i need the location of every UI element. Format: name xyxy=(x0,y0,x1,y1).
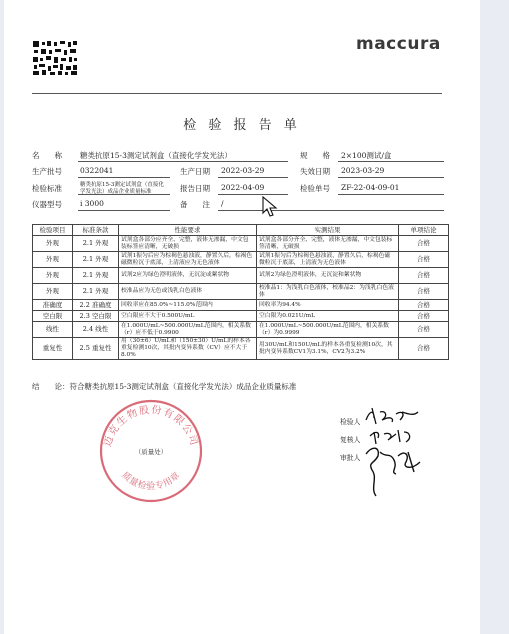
cell-result: 校准品1：为浅乳白色液体，校准品2：为浅乳白色液体 xyxy=(257,284,399,300)
report-date-value: 2022-04-09 xyxy=(221,183,265,192)
report-no-underline xyxy=(338,194,444,195)
conclusion-value: 符合糖类抗原15-3测定试剂盒（直接化学发光法）成品企业质量标准 xyxy=(69,382,297,391)
cell-item: 重复性 xyxy=(33,338,73,360)
seal-top-text: 迈克生物股份有限公司 xyxy=(102,404,200,449)
results-table xyxy=(32,224,449,360)
cell-conclusion: 合格 xyxy=(399,300,449,311)
batch-value: 0322041 xyxy=(80,166,114,175)
basis-underline xyxy=(78,194,170,195)
cell-item: 外观 xyxy=(33,236,73,252)
table-header-row xyxy=(33,225,449,236)
instrument-value: i 3000 xyxy=(80,199,104,208)
spec-label: 规 格 xyxy=(300,151,330,160)
name-label: 名 称 xyxy=(32,151,62,160)
cell-result: 在1.000U/mL~500.000U/mL范围内，相关系数（r）为0.9999 xyxy=(257,322,399,338)
brand-logo: maccura xyxy=(356,34,441,54)
conclusion-label: 结 论： xyxy=(32,382,70,391)
cell-result: 空白限为0.021U/mL xyxy=(257,311,399,322)
remark-label: 备 注 xyxy=(180,200,210,209)
svg-text:质量检验专用章 xyxy=(119,469,182,492)
cell-item: 空白限 xyxy=(33,311,73,322)
expiry-value: 2023-03-29 xyxy=(341,166,385,175)
seal-bottom-text: 质量检验专用章 xyxy=(119,470,183,493)
cell-clause: 2.1 外观 xyxy=(73,268,119,284)
report-no-value: ZF-22-04-09-01 xyxy=(341,183,400,192)
header-conclusion: 单项结论 xyxy=(399,225,449,236)
remark-value: / xyxy=(221,199,224,208)
basis-label: 检验标准 xyxy=(32,184,62,193)
instrument-label: 仪器型号 xyxy=(32,200,62,209)
spec-underline xyxy=(338,161,444,162)
seal-inner-text: （质量处） xyxy=(134,448,168,456)
cell-clause: 2.5 重复性 xyxy=(73,338,119,360)
cell-conclusion: 合格 xyxy=(399,338,449,360)
report-page xyxy=(4,0,480,634)
company-seal xyxy=(96,396,206,506)
report-date-underline xyxy=(218,194,288,195)
cell-requirement: 空白限应不大于0.500U/mL xyxy=(119,311,257,322)
table-row xyxy=(33,338,449,360)
remark-underline xyxy=(218,210,444,211)
cell-result: 试剂2为绿色澄明液体，无沉淀和絮状物 xyxy=(257,268,399,284)
reviewer-label: 复核人 xyxy=(340,436,361,444)
expiry-underline xyxy=(338,177,444,178)
table-row xyxy=(33,322,449,338)
cell-clause: 2.1 外观 xyxy=(73,284,119,300)
cell-requirement: 校准品应为无色或浅乳白色液体 xyxy=(119,284,257,300)
conclusion xyxy=(32,381,296,392)
header-result: 实测结果 xyxy=(257,225,399,236)
cell-result: 回收率为94.4% xyxy=(257,300,399,311)
inspector-signature xyxy=(362,406,422,426)
instrument-underline xyxy=(78,210,170,211)
cell-requirement: 用（30±6）U/mL和（150±30）U/mL的样本各重复检测10次，其批内变异系数（CV）应不大于8.0% xyxy=(119,338,257,360)
name-value: 糖类抗原15-3测定试剂盒（直接化学发光法） xyxy=(80,151,232,160)
batch-label: 生产批号 xyxy=(32,167,62,176)
cell-conclusion: 合格 xyxy=(399,284,449,300)
report-no-label: 检验单号 xyxy=(300,184,330,193)
report-date-label: 报告日期 xyxy=(180,184,210,193)
cell-result: 试剂1振匀后为棕褐色悬浊液，静置久后，棕褐色磁微粒沉于底部，上清液为无色液体 xyxy=(257,252,399,268)
prod-date-value: 2022-03-29 xyxy=(221,166,265,175)
cell-requirement: 试剂2应为绿色澄明液体，无沉淀或絮状物 xyxy=(119,268,257,284)
expiry-label: 失效日期 xyxy=(300,167,330,176)
table-row xyxy=(33,268,449,284)
cell-clause: 2.1 外观 xyxy=(73,252,119,268)
basis-value-line1: 糖类抗原15-3测定试剂盒（直接化 xyxy=(80,182,164,188)
cell-clause: 2.4 线性 xyxy=(73,322,119,338)
inspector-label: 检验人 xyxy=(340,418,361,426)
cell-requirement: 试剂盒各部分应齐全、完整，液体无渗漏，中文包装标签应清晰，无破损 xyxy=(119,236,257,252)
approver-signature xyxy=(360,442,430,502)
cell-item: 外观 xyxy=(33,284,73,300)
cell-clause: 2.1 外观 xyxy=(73,236,119,252)
table-row xyxy=(33,300,449,311)
report-title: 检 验 报 告 单 xyxy=(183,118,301,133)
cell-conclusion: 合格 xyxy=(399,322,449,338)
cell-item: 线性 xyxy=(33,322,73,338)
cell-item: 外观 xyxy=(33,252,73,268)
cell-conclusion: 合格 xyxy=(399,268,449,284)
cell-item: 准确度 xyxy=(33,300,73,311)
batch-underline xyxy=(78,177,170,178)
cell-clause: 2.3 空白限 xyxy=(73,311,119,322)
cell-result: 用30U/mL和150U/mL的样本各重复检测10次，其批内变异系数CV1为3.1%，CV2为3.2% xyxy=(257,338,399,360)
cell-clause: 2.2 准确度 xyxy=(73,300,119,311)
name-underline xyxy=(78,161,288,162)
header-item: 检验项目 xyxy=(33,225,73,236)
prod-date-underline xyxy=(218,177,288,178)
cell-requirement: 试剂1振匀后应为棕褐色悬浊液，静置久后，棕褐色磁微粒沉于底部，上清液应为无色液体 xyxy=(119,252,257,268)
cell-requirement: 在1.000U/mL~500.000U/mL范围内，相关系数（r）应不低于0.9900 xyxy=(119,322,257,338)
cell-conclusion: 合格 xyxy=(399,311,449,322)
basis-value-line2: 学发光法）成品企业质量标准 xyxy=(80,189,152,195)
cell-conclusion: 合格 xyxy=(399,252,449,268)
table-row xyxy=(33,252,449,268)
table-row xyxy=(33,284,449,300)
svg-text:迈克生物股份有限公司 xyxy=(101,404,201,448)
spec-value: 2×100测试/盒 xyxy=(341,151,392,160)
mouse-cursor-icon xyxy=(262,196,278,218)
header-clause: 标准条款 xyxy=(73,225,119,236)
cell-requirement: 回收率应在85.0%~115.0%范围内 xyxy=(119,300,257,311)
table-row xyxy=(33,311,449,322)
prod-date-label: 生产日期 xyxy=(180,167,210,176)
approver-label: 审批人 xyxy=(340,454,361,462)
header-requirement: 性能要求 xyxy=(119,225,257,236)
right-side-panel xyxy=(480,0,509,634)
header-divider xyxy=(32,93,442,94)
qr-code xyxy=(32,40,78,76)
cell-conclusion: 合格 xyxy=(399,236,449,252)
table-row xyxy=(33,236,449,252)
cell-result: 试剂盒各部分齐全、完整，液体无渗漏，中文包装标签清晰，无破损 xyxy=(257,236,399,252)
cell-item: 外观 xyxy=(33,268,73,284)
